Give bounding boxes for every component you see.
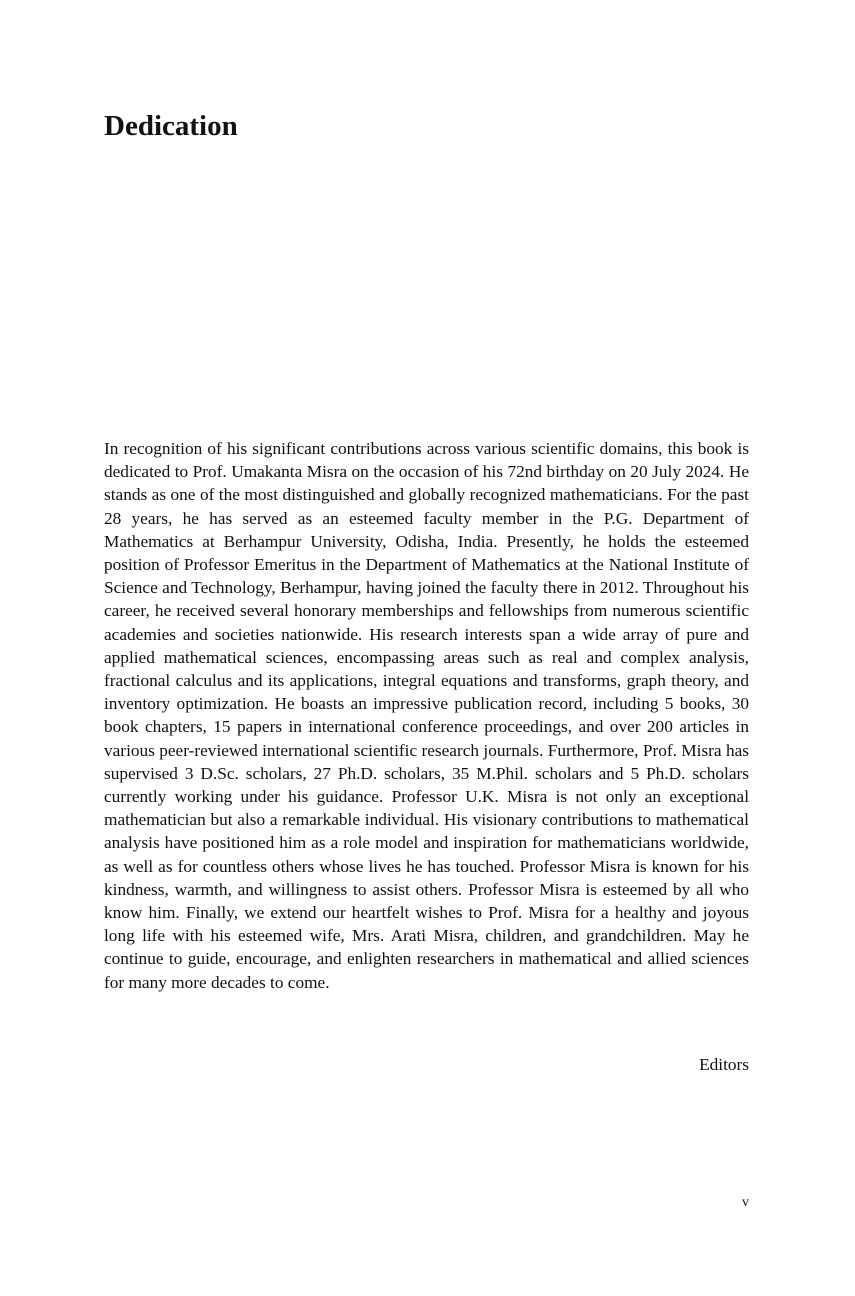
dedication-paragraph: In recognition of his significant contributions across various scientific domains, this book is dedicated to Prof. Umakanta Misra on the occasion of his 72nd birthday on 20 July 2024. He stands as one of the most distinguished and globally recognized mathematicians. For the past 28 years, he has served as an esteemed faculty member in the P.G. Department of Mathematics at Berhampur University, Odisha, India. Presently, he holds the esteemed position of Professor Emeritus in the Department of Mathematics at the National Institute of Science and Technology, Berhampur, having joined the faculty there in 2012. Throughout his career, he received several honorary memberships and fellowships from numerous scientific academies and societies nationwide. His research interests span a wide array of pure and applied mathematical sciences, encompassing areas such as real and complex analysis, fractional calculus and its applications, integral equations and transforms, graph theory, and inventory optimization. He boasts an impressive publication record, including 5 books, 30 book chapters, 15 papers in international conference proceedings, and over 200 articles in various peer-reviewed international scientific research journals. Furthermore, Prof. Misra has supervised 3 D.Sc. scholars, 27 Ph.D. scholars, 35 M.Phil. scholars and 5 Ph.D. scholars currently working under his guidance. Professor U.K. Misra is not only an exceptional mathematician but also a remarkable individual. His visionary contributions to mathematical analysis have positioned him as a role model and inspiration for mathematicians worldwide, as well as for countless others whose lives he has touched. Professor Misra is known for his kindness, warmth, and willingness to assist others. Professor Misra is esteemed by all who know him. Finally, we extend our heartfelt wishes to Prof. Misra for a healthy and joyous long life with his esteemed wife, Mrs. Arati Misra, children, and grandchildren. May he continue to guide, encourage, and enlighten researchers in mathematical and allied sciences for many more decades to come. [104,439,749,992]
page-title: Dedication [104,110,238,142]
page-number: v [742,1195,749,1210]
signature: Editors [699,1055,749,1074]
